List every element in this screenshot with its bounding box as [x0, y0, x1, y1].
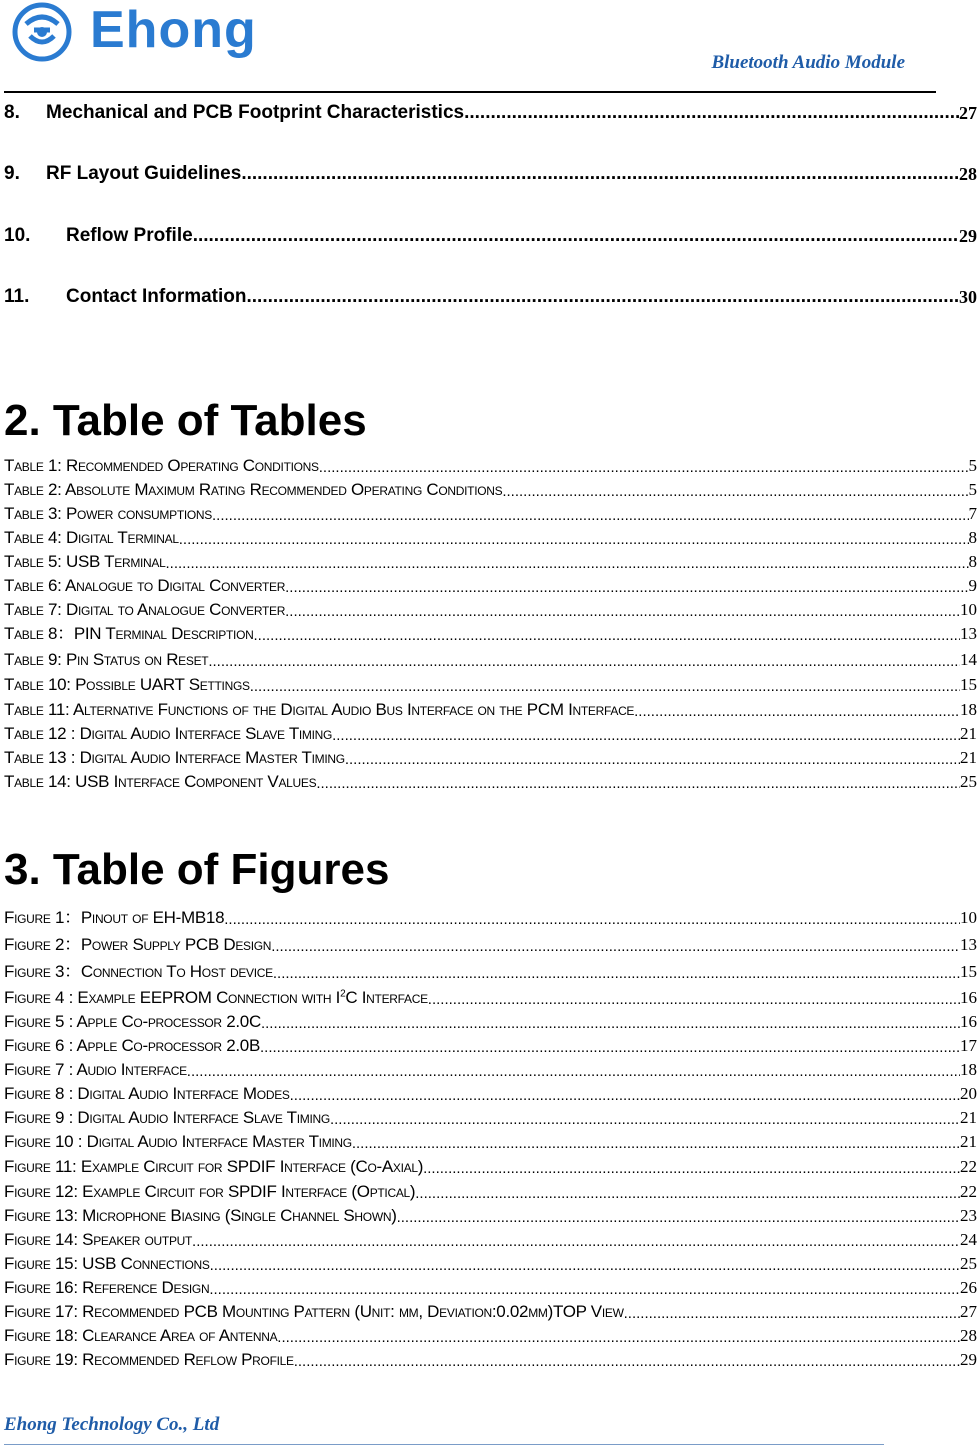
toc-entry-page: 30 — [959, 287, 977, 307]
entry-page: 21 — [960, 1132, 977, 1151]
toc-leader — [224, 911, 960, 928]
toc-leader — [352, 1135, 960, 1152]
toc-leader — [319, 459, 969, 476]
table-entry[interactable] — [4, 478, 977, 500]
entry-page: 25 — [960, 772, 977, 791]
entry-text: Table 5: USB Terminal — [4, 552, 166, 571]
toc-entry-9[interactable] — [4, 159, 977, 185]
figure-entry[interactable] — [4, 1348, 977, 1370]
table-entry[interactable] — [4, 673, 977, 695]
superscript-two: 2 — [340, 988, 346, 1000]
entry-text: Figure 11: Example Circuit for SPDIF Interface (Co-Axial) — [4, 1157, 424, 1176]
entry-page: 28 — [960, 1326, 977, 1345]
toc-leader — [277, 1329, 960, 1346]
toc-leader — [290, 1087, 960, 1104]
table-entry[interactable] — [4, 502, 977, 524]
toc-leader — [241, 163, 959, 185]
entry-text: Figure 8 : Digital Audio Interface Modes — [4, 1084, 290, 1103]
toc-entry-page: 28 — [959, 164, 977, 184]
ehong-logo — [10, 1, 257, 64]
toc-entry-11[interactable] — [4, 282, 977, 308]
entry-page: 25 — [960, 1254, 977, 1273]
figure-entry[interactable] — [4, 1082, 977, 1104]
entry-page: 8 — [968, 552, 977, 571]
entry-page: 22 — [960, 1182, 977, 1201]
entry-page: 17 — [960, 1036, 977, 1055]
toc-leader — [261, 1015, 960, 1032]
entry-text: Table 7: Digital to Analogue Converter — [4, 600, 286, 619]
toc-leader — [316, 775, 960, 792]
entry-text: Table 12 : Digital Audio Interface Slave Timing — [4, 724, 333, 743]
entry-text: Table 4: Digital Terminal — [4, 528, 179, 547]
entry-page: 14 — [960, 650, 977, 669]
entry-text: Figure 17: Recommended PCB Mounting Pattern (Unit: mm, Deviation:0.02mm)TOP View — [4, 1302, 624, 1321]
entry-text: Table 9: Pin Status on Reset — [4, 650, 209, 669]
figure-entry[interactable] — [4, 960, 977, 982]
entry-page: 23 — [960, 1206, 977, 1225]
footer-divider — [4, 1444, 884, 1445]
entry-page: 15 — [960, 962, 977, 981]
figure-entry[interactable] — [4, 1106, 977, 1128]
entry-text — [4, 988, 428, 1008]
toc-entry-8[interactable] — [4, 98, 977, 124]
entry-text-after: C Interface — [345, 988, 428, 1007]
ehong-logo-icon — [10, 2, 74, 62]
toc-entry-page: 29 — [959, 226, 977, 246]
figure-entry[interactable] — [4, 906, 977, 928]
footer-company-name: Ehong Technology Co., Ltd — [4, 1414, 220, 1435]
entry-text: Table 8：PIN Terminal Description — [4, 624, 254, 643]
toc-entry-10[interactable] — [4, 221, 977, 247]
entry-text: Table 2: Absolute Maximum Rating Recommended Operating Conditions — [4, 480, 503, 499]
table-entry[interactable] — [4, 454, 977, 476]
entry-page: 15 — [960, 675, 977, 694]
toc-leader — [624, 1305, 960, 1322]
toc-leader — [260, 1039, 960, 1056]
entry-text: Figure 19: Recommended Reflow Profile — [4, 1350, 294, 1369]
entry-page: 24 — [960, 1230, 977, 1249]
toc-leader — [330, 1111, 960, 1128]
toc-leader — [415, 1185, 960, 1202]
entry-page: 29 — [960, 1350, 977, 1369]
table-entry[interactable] — [4, 770, 977, 792]
figure-entry[interactable] — [4, 1276, 977, 1298]
entry-page: 10 — [960, 600, 977, 619]
entry-text: Table 1: Recommended Operating Conditions — [4, 456, 319, 475]
toc-entry-page: 27 — [959, 103, 977, 123]
figure-entry[interactable] — [4, 1300, 977, 1322]
figure-entry[interactable] — [4, 1252, 977, 1274]
toc-entry-label: Reflow Profile — [66, 225, 193, 246]
table-entry[interactable] — [4, 722, 977, 744]
entry-text: Figure 6 : Apple Co-processor 2.0B — [4, 1036, 260, 1055]
table-entry[interactable] — [4, 574, 977, 596]
entry-text: Table 6: Analogue to Digital Converter — [4, 576, 286, 595]
section-heading-figures: 3. Table of Figures — [4, 845, 390, 894]
toc-leader — [208, 653, 960, 670]
entry-text: Table 11: Alternative Functions of the Digital Audio Bus Interface on the PCM Interface — [4, 700, 635, 719]
figure-entry[interactable] — [4, 1058, 977, 1080]
entry-text: Figure 1：Pinout of EH-MB18 — [4, 908, 225, 927]
table-entry[interactable] — [4, 526, 977, 548]
entry-text-before: Figure 4 : Example EEPROM Connection with I — [4, 988, 341, 1007]
figure-entry[interactable] — [4, 986, 977, 1008]
entry-page: 20 — [960, 1084, 977, 1103]
entry-text: Figure 10 : Digital Audio Interface Master Timing — [4, 1132, 352, 1151]
toc-leader — [634, 703, 960, 720]
toc-leader — [253, 627, 960, 644]
toc-leader — [428, 991, 960, 1008]
toc-leader — [271, 938, 960, 955]
table-entry[interactable] — [4, 746, 977, 768]
entry-page: 5 — [968, 456, 977, 475]
toc-entry-label: RF Layout Guidelines — [46, 163, 242, 184]
entry-page: 13 — [960, 624, 977, 643]
toc-entry-number: 10. — [4, 225, 31, 246]
toc-entry-number: 11. — [4, 286, 30, 307]
brand-name: Ehong — [90, 1, 257, 59]
toc-leader — [345, 751, 960, 768]
entry-page: 8 — [968, 528, 977, 547]
entry-page: 26 — [960, 1278, 977, 1297]
toc-leader — [209, 1281, 960, 1298]
entry-page: 18 — [960, 1060, 977, 1079]
figure-entry[interactable] — [4, 1228, 977, 1250]
figure-entry[interactable] — [4, 1130, 977, 1152]
entry-text: Figure 9 : Digital Audio Interface Slave Timing — [4, 1108, 330, 1127]
entry-text: Figure 13: Microphone Biasing (Single Channel Shown) — [4, 1206, 397, 1225]
table-entry[interactable] — [4, 550, 977, 572]
figure-entry[interactable] — [4, 933, 977, 955]
entry-page: 13 — [960, 935, 977, 954]
toc-entry-number: 8. — [4, 102, 20, 123]
entry-text: Table 10: Possible UART Settings — [4, 675, 250, 694]
toc-leader — [250, 678, 960, 695]
section-heading-tables: 2. Table of Tables — [4, 396, 367, 445]
toc-entry-number: 9. — [4, 163, 20, 184]
entry-page: 18 — [960, 700, 977, 719]
figure-entry[interactable] — [4, 1034, 977, 1056]
toc-leader — [212, 507, 969, 524]
table-entry[interactable] — [4, 598, 977, 620]
entry-page: 5 — [968, 480, 977, 499]
page-header — [0, 0, 977, 96]
entry-text: Figure 12: Example Circuit for SPDIF Interface (Optical) — [4, 1182, 416, 1201]
figure-entry[interactable] — [4, 1204, 977, 1226]
toc-leader — [294, 1353, 960, 1370]
toc-leader — [285, 579, 968, 596]
table-entry[interactable] — [4, 698, 977, 720]
table-entry[interactable] — [4, 648, 977, 670]
entry-text: Figure 7 : Audio Interface — [4, 1060, 187, 1079]
entry-page: 9 — [968, 576, 977, 595]
entry-page: 21 — [960, 1108, 977, 1127]
entry-text: Table 3: Power consumptions — [4, 504, 212, 523]
entry-page: 27 — [960, 1302, 977, 1321]
toc-entry-label: Mechanical and PCB Footprint Characteristics — [46, 102, 465, 123]
entry-text: Figure 3：Connection To Host device — [4, 962, 273, 981]
figure-entry[interactable] — [4, 1180, 977, 1202]
entry-text: Figure 18: Clearance Area of Antenna — [4, 1326, 278, 1345]
toc-leader — [247, 286, 960, 308]
toc-leader — [166, 555, 969, 572]
entry-text: Figure 2：Power Supply PCB Design — [4, 935, 272, 954]
header-divider — [4, 91, 936, 93]
toc-leader — [464, 102, 959, 124]
figure-entry[interactable] — [4, 1324, 977, 1346]
entry-text: Figure 14: Speaker output — [4, 1230, 193, 1249]
toc-leader — [179, 531, 969, 548]
entry-page: 16 — [960, 1012, 977, 1031]
toc-leader — [273, 965, 960, 982]
toc-leader — [397, 1209, 960, 1226]
toc-leader — [423, 1160, 960, 1177]
toc-leader — [187, 1063, 960, 1080]
entry-page: 21 — [960, 724, 977, 743]
entry-page: 21 — [960, 748, 977, 767]
toc-leader — [193, 225, 959, 247]
entry-page: 22 — [960, 1157, 977, 1176]
entry-page: 16 — [960, 988, 977, 1007]
figure-entry[interactable] — [4, 1155, 977, 1177]
toc-leader — [210, 1257, 960, 1274]
entry-text: Figure 5 : Apple Co-processor 2.0C — [4, 1012, 261, 1031]
entry-text: Table 14: USB Interface Component Values — [4, 772, 317, 791]
figure-entry[interactable] — [4, 1010, 977, 1032]
toc-leader — [332, 727, 960, 744]
entry-text: Figure 16: Reference Design — [4, 1278, 210, 1297]
entry-page: 7 — [968, 504, 977, 523]
header-product-title: Bluetooth Audio Module — [711, 52, 905, 73]
toc-leader — [285, 603, 960, 620]
toc-leader — [502, 483, 968, 500]
toc-leader — [192, 1233, 960, 1250]
toc-entry-label: Contact Information — [66, 286, 247, 307]
entry-text: Figure 15: USB Connections — [4, 1254, 210, 1273]
entry-text: Table 13 : Digital Audio Interface Master Timing — [4, 748, 345, 767]
entry-page: 10 — [960, 908, 977, 927]
table-entry[interactable] — [4, 622, 977, 644]
